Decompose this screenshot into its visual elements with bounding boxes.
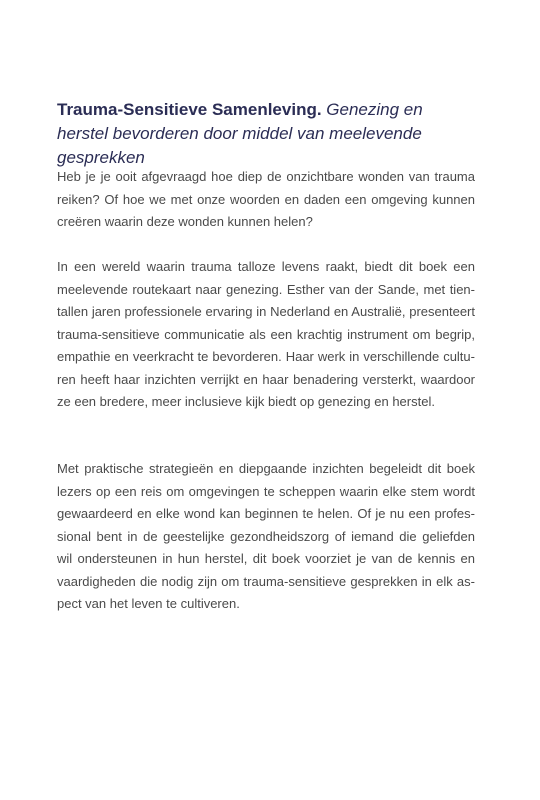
book-subtitle: Genezing en herstel bevorderen door middel van meelevende gesprekken xyxy=(57,100,423,167)
book-heading xyxy=(57,98,477,170)
intro-paragraph: Heb je je ooit afgevraagd hoe diep de onzichtbare wonden van trauma reiken? Of hoe we met onze woorden en daden een omgeving kunnen creëren waarin deze wonden kunnen helen? xyxy=(57,169,475,229)
description-paragraph: In een wereld waarin trauma talloze levens raakt, biedt dit boek een meelevende routekaart naar genezing. Esther van der Sande, met tientallen jaren professionele ervaring in Nederland en Australië, presenteert trauma-sensitieve communicatie als een krachtig instrument om begrip, empathie en veerkracht te bevorderen. Haar werk in verschillende culturen heeft haar inzichten verrijkt en haar benadering versterkt, waardoor ze een bredere, meer inclusieve kijk biedt op genezing en herstel. xyxy=(57,259,475,409)
book-title: Trauma-Sensitieve Samenleving. xyxy=(57,100,322,119)
closing-paragraph: Met praktische strategieën en diepgaande inzichten begeleidt dit boek lezers op een reis om omgevingen te scheppen waarin elke stem wordt gewaardeerd en elke wond kan beginnen te helen. Of je nu een professional bent in de geestelijke gezondheidszorg of iemand die geliefden wil ondersteunen in hun herstel, dit boek voorziet je van de kennis en vaardigheden die nodig zijn om trauma-sensitieve gesprekken in elk aspect van het leven te cultiveren. xyxy=(57,461,475,611)
